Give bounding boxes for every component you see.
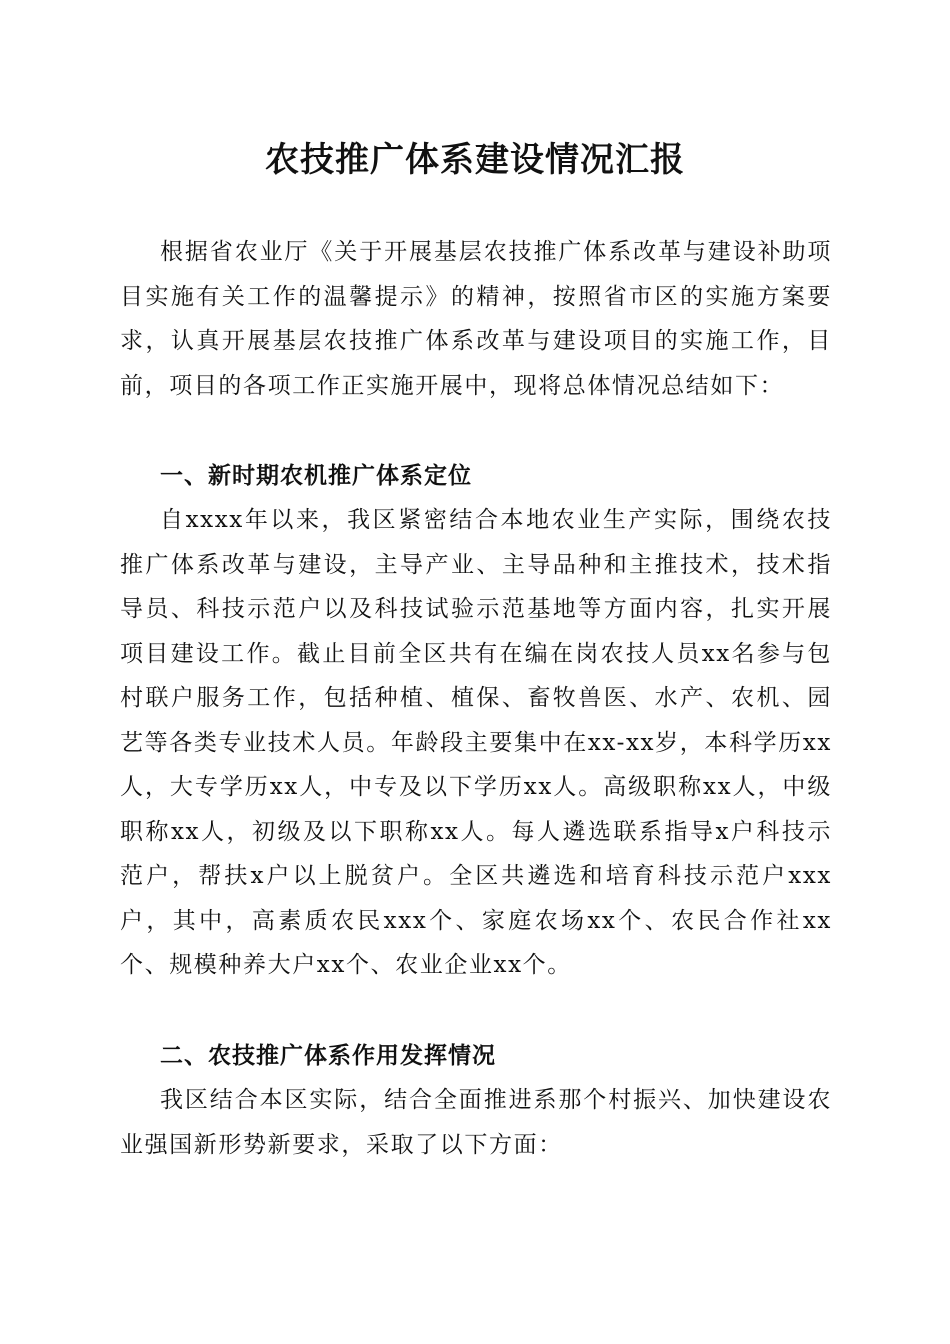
- intro-paragraph: 根据省农业厅《关于开展基层农技推广体系改革与建设补助项目实施有关工作的温馨提示》的精神，按照省市区的实施方案要求，认真开展基层农技推广体系改革与建设项目的实施工作，目前，项目的各项工作正实施开展中，现将总体情况总结如下：: [120, 239, 832, 399]
- section-2-heading: 二、农技推广体系作用发挥情况: [160, 1043, 496, 1069]
- section-1-paragraph: 自xxxx年以来，我区紧密结合本地农业生产实际，围绕农技推广体系改革与建设，主导产业、主导品种和主推技术，技术指导员、科技示范户以及科技试验示范基地等方面内容，扎实开展项目建设工作。截止目前全区共有在编在岗农技人员xx名参与包村联户服务工作，包括种植、植保、畜牧兽医、水产、农机、园艺等各类专业技术人员。年龄段主要集中在xx-xx岁，本科学历xx人，大专学历xx人，中专及以下学历xx人。高级职称xx人，中级职称xx人，初级及以下职称xx人。每人遴选联系指导x户科技示范户，帮扶x户以上脱贫户。全区共遴选和培育科技示范户xxx户，其中，高素质农民xxx个、家庭农场xx个、农民合作社xx个、规模种养大户xx个、农业企业xx个。: [120, 507, 832, 978]
- section-2-paragraph: 我区结合本区实际，结合全面推进系那个村振兴、加快建设农业强国新形势新要求，采取了以下方面：: [120, 1087, 832, 1158]
- document-title: 农技推广体系建设情况汇报: [265, 140, 685, 180]
- section-1-heading: 一、新时期农机推广体系定位: [160, 463, 472, 489]
